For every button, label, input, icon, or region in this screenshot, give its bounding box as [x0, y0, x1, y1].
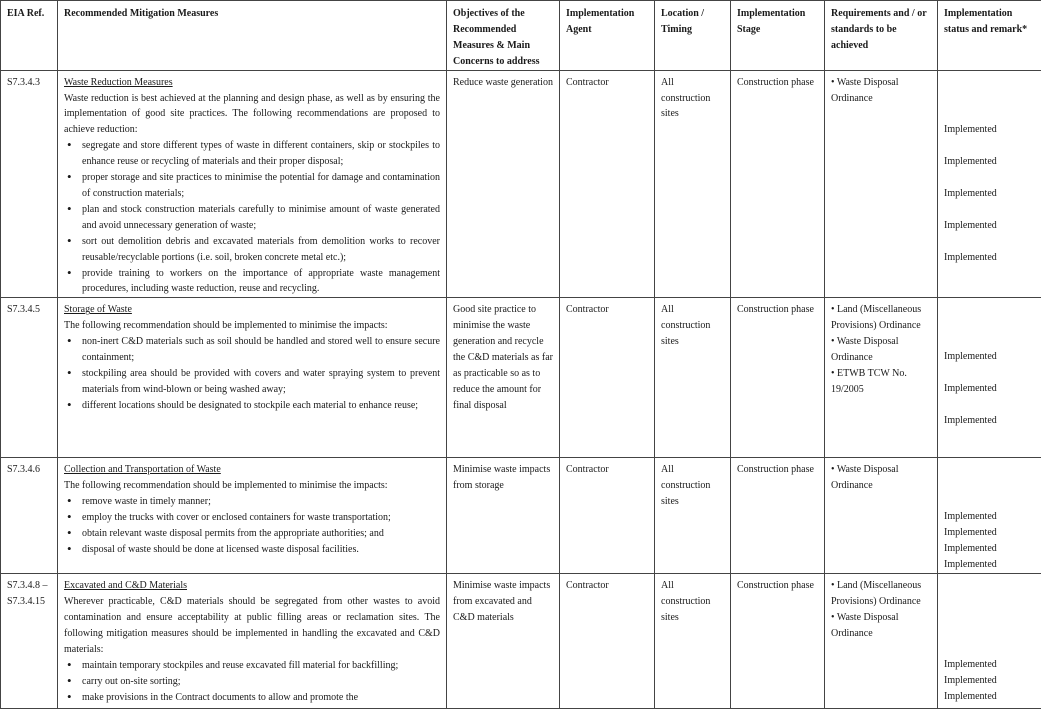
- header-measures: Recommended Mitigation Measures: [58, 1, 447, 71]
- status-text: Implemented: [944, 218, 1035, 250]
- header-requirements: Requirements and / or standards to be achieved: [825, 1, 938, 71]
- header-status: Implementation status and remark*: [938, 1, 1041, 71]
- measure-intro: The following recommendation should be implemented to minimise the impacts:: [64, 320, 388, 331]
- stage-cell: Construction phase: [731, 70, 825, 298]
- objectives-cell: Reduce waste generation: [447, 70, 560, 298]
- objectives-cell: Minimise waste impacts from storage: [447, 458, 560, 574]
- status-text: Implemented: [944, 250, 1035, 266]
- agent-cell: Contractor: [560, 458, 655, 574]
- measure-bullet: • sort out demolition debris and excavated materials from demolition works to recover reusable/recyclable portions (i.e. soil, broken concrete metal etc.);: [64, 234, 440, 266]
- requirement-item: • Land (Miscellaneous Provisions) Ordinance: [831, 578, 931, 610]
- status-text: Implemented: [944, 689, 1035, 705]
- measures-cell: [58, 298, 447, 458]
- eia-ref-cell: S7.3.4.3: [1, 70, 58, 298]
- measure-bullet: • obtain relevant waste disposal permits from the appropriate authorities; and: [64, 526, 440, 542]
- table-row: [1, 458, 1041, 574]
- status-text: Implemented: [944, 525, 1035, 541]
- measures-cell: [58, 70, 447, 298]
- requirements-cell: [825, 574, 938, 709]
- measure-bullet: • plan and stock construction materials carefully to minimise amount of waste generated and avoid unnecessary generation of waste;: [64, 202, 440, 234]
- objectives-cell: Good site practice to minimise the waste generation and recycle the C&D materials as far as practicable so as to reduce the amount for final disposal: [447, 298, 560, 458]
- status-text: Implemented: [944, 657, 1035, 673]
- measure-bullet-list: [64, 658, 440, 706]
- status-text: Implemented: [944, 381, 1035, 413]
- status-cell: [938, 70, 1041, 298]
- status-text: Implemented: [944, 186, 1035, 218]
- measure-bullet: • proper storage and site practices to minimise the potential for damage and contamination of construction materials;: [64, 170, 440, 202]
- location-cell: All construction sites: [655, 298, 731, 458]
- eia-ref-cell: S7.3.4.8 – S7.3.4.15: [1, 574, 58, 709]
- objectives-cell: Minimise waste impacts from excavated and C&D materials: [447, 574, 560, 709]
- stage-cell: Construction phase: [731, 574, 825, 709]
- header-stage: Implementation Stage: [731, 1, 825, 71]
- status-text: Implemented: [944, 509, 1035, 525]
- measure-bullet: • make provisions in the Contract documents to allow and promote the: [64, 690, 440, 706]
- requirement-item: • ETWB TCW No. 19/2005: [831, 366, 931, 398]
- measure-intro: The following recommendation should be implemented to minimise the impacts:: [64, 480, 388, 491]
- measure-title: Excavated and C&D Materials: [64, 578, 440, 594]
- status-text: Implemented: [944, 122, 1035, 154]
- table-row: [1, 70, 1041, 298]
- location-cell: All construction sites: [655, 70, 731, 298]
- status-text: Implemented: [944, 557, 1035, 573]
- stage-cell: Construction phase: [731, 298, 825, 458]
- status-cell: [938, 458, 1041, 574]
- measure-bullet-list: [64, 494, 440, 558]
- measure-bullet: • provide training to workers on the importance of appropriate waste management procedures, including waste reduction, reuse and recycling.: [64, 266, 440, 298]
- requirement-item: • Waste Disposal Ordinance: [831, 462, 931, 494]
- measure-bullet: • non-inert C&D materials such as soil should be handled and stored well to ensure secure containment;: [64, 334, 440, 366]
- measure-bullet: • segregate and store different types of waste in different containers, skip or stockpiles to enhance reuse or recycling of materials and their proper disposal;: [64, 138, 440, 170]
- status-cell: [938, 574, 1041, 709]
- measure-bullet: • different locations should be designated to stockpile each material to enhance reuse;: [64, 398, 440, 414]
- agent-cell: Contractor: [560, 574, 655, 709]
- status-text: Implemented: [944, 349, 1035, 381]
- agent-cell: Contractor: [560, 70, 655, 298]
- measure-bullet-list: [64, 138, 440, 297]
- table-row: [1, 298, 1041, 458]
- measures-cell: [58, 458, 447, 574]
- status-text: Implemented: [944, 154, 1035, 186]
- requirements-cell: [825, 298, 938, 458]
- eia-ref-cell: S7.3.4.6: [1, 458, 58, 574]
- measures-cell: [58, 574, 447, 709]
- header-eia-ref: EIA Ref.: [1, 1, 58, 71]
- measure-bullet: • disposal of waste should be done at licensed waste disposal facilities.: [64, 542, 440, 558]
- requirement-item: • Land (Miscellaneous Provisions) Ordinance: [831, 302, 931, 334]
- header-location: Location / Timing: [655, 1, 731, 71]
- location-cell: All construction sites: [655, 458, 731, 574]
- measure-bullet: • carry out on-site sorting;: [64, 674, 440, 690]
- measure-bullet: • maintain temporary stockpiles and reuse excavated fill material for backfilling;: [64, 658, 440, 674]
- requirement-item: • Waste Disposal Ordinance: [831, 75, 931, 107]
- status-text: Implemented: [944, 413, 1035, 429]
- measure-title: Collection and Transportation of Waste: [64, 462, 440, 478]
- agent-cell: Contractor: [560, 298, 655, 458]
- requirements-cell: [825, 70, 938, 298]
- header-agent: Implementation Agent: [560, 1, 655, 71]
- requirements-cell: [825, 458, 938, 574]
- status-cell: [938, 298, 1041, 458]
- requirement-item: • Waste Disposal Ordinance: [831, 610, 931, 642]
- measure-bullet: • employ the trucks with cover or enclosed containers for waste transportation;: [64, 510, 440, 526]
- status-text: Implemented: [944, 673, 1035, 689]
- table-row: [1, 574, 1041, 709]
- status-text: Implemented: [944, 541, 1035, 557]
- location-cell: All construction sites: [655, 574, 731, 709]
- eia-ref-cell: S7.3.4.5: [1, 298, 58, 458]
- measure-bullet: • stockpiling area should be provided with covers and water spraying system to prevent materials from wind-blown or being washed away;: [64, 366, 440, 398]
- header-row: [1, 1, 1041, 71]
- measure-intro: Waste reduction is best achieved at the planning and design phase, as well as by ensuring the implementation of good site practices. The following recommendations are proposed to achieve reduction:: [64, 93, 440, 136]
- header-objectives: Objectives of the Recommended Measures & Main Concerns to address: [447, 1, 560, 71]
- measure-title: Storage of Waste: [64, 302, 440, 318]
- measure-bullet: • remove waste in timely manner;: [64, 494, 440, 510]
- measure-intro: Wherever practicable, C&D materials should be segregated from other wastes to avoid contamination and ensure acceptability at public filling areas or reclamation sites. The following mitigation measures should be implemented in handling the excavated and C&D materials:: [64, 596, 440, 655]
- measure-bullet-list: [64, 334, 440, 414]
- stage-cell: Construction phase: [731, 458, 825, 574]
- requirement-item: • Waste Disposal Ordinance: [831, 334, 931, 366]
- measure-title: Waste Reduction Measures: [64, 75, 440, 91]
